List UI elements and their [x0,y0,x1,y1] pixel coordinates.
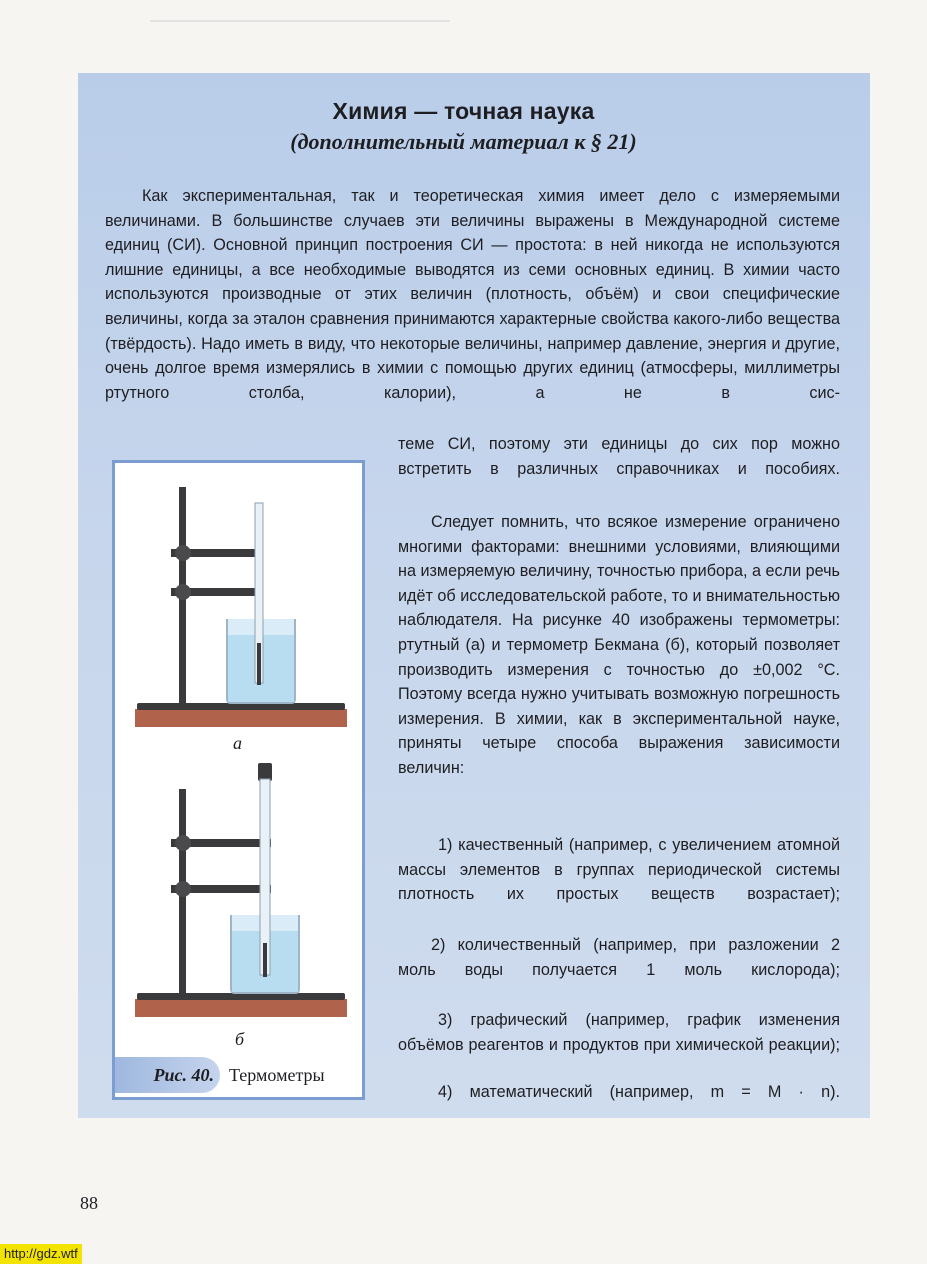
bleed-through-text [150,0,450,22]
page-number: 88 [80,1193,98,1213]
figure-number: Рис. 40. [115,1057,220,1093]
figure-label-a: а [233,733,242,753]
measurement-paragraph: Следует помнить, что всякое измерение ограничено многими факторами: внешними условиями, влияющими на измеряемую величину, точностью прибора, а если речь идёт об исследовательской работе, то и внимательностью наблюдателя. На рисунке 40 изображены термометры: ртутный (а) и термометр Бекмана (б), который позволяет производить измерения с точностью до ±0,002 °С. Поэтому всегда нужно учитывать возможную погрешность измерения. В химии, как в экспериментальной науке, приняты четыре способа выражения зависимости величин: [398,513,840,777]
list-item-qualitative: 1) качественный (например, с увеличением атомной массы элементов в группах периодической системы плотность их простых веществ возрастает); [398,836,840,904]
list-item-graphical: 3) графический (например, график изменения объёмов реагентов и продуктов при химической реакции); [398,1011,840,1054]
page-title: Химия — точная наука [332,98,595,124]
mercury-thermometer [255,503,263,685]
list-item-quantitative: 2) количественный (например, при разложении 2 моль воды получается 1 моль кислорода); [398,936,840,979]
intro-paragraph-continuation: теме СИ, поэтому эти единицы до сих пор можно встретить в различных справочниках и пособиях. [398,435,840,478]
thermometer-a-illustration [115,473,362,733]
list-item-mathematical: 4) математический (например, m = M · n). [438,1083,840,1101]
beckmann-thermometer [258,763,272,977]
watermark-link[interactable]: http://gdz.wtf [0,1244,82,1264]
thermometer-b-illustration [115,763,362,1023]
figure-title: Термометры [229,1065,325,1085]
figure-label-b: б [235,1029,245,1049]
intro-paragraph: Как экспериментальная, так и теоретическая химия имеет дело с измеряемыми величинами. В большинстве случаев эти величины выражены в Международной системе единиц (СИ). Основной принцип построения СИ — простота: в ней никогда не используются лишние единицы, а все необходимые выводятся из семи основных единиц. В химии часто используются производные от этих величин (плотность, объём) и свои специфические величины, когда за эталон сравнения принимаются характерные свойства какого-либо вещества (твёрдость). Надо иметь в виду, что некоторые величины, например давление, энергия и другие, очень долгое время измерялись в химии с помощью других единиц (атмосферы, миллиметры ртутного столба, калории), а не в сис- [105,187,840,402]
figure-box [112,460,365,1100]
page-subtitle: (дополнительный материал к § 21) [290,129,637,154]
figure-caption [115,1057,362,1097]
